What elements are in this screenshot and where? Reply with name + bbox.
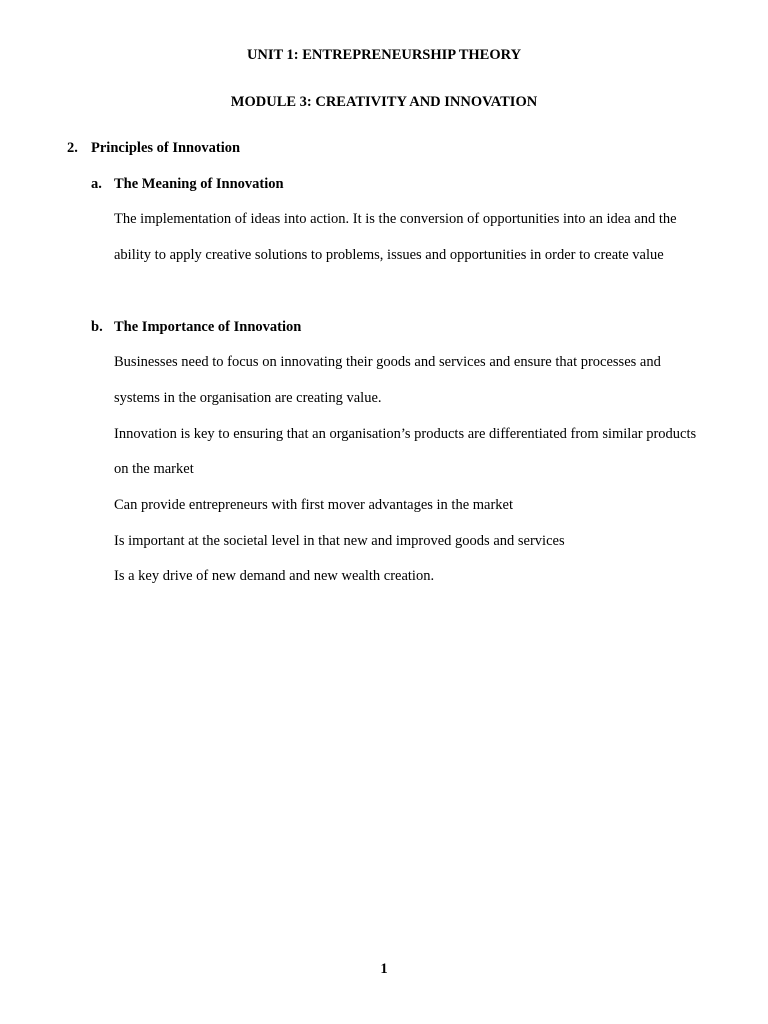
paragraph-line: Is important at the societal level in that new and improved goods and services (114, 533, 565, 549)
section-number: 2. (67, 140, 78, 156)
subsection-a-letter: a. (91, 176, 102, 192)
paragraph-line: Innovation is key to ensuring that an organisation’s products are differentiated from similar products (114, 426, 697, 442)
subsection-b-title: The Importance of Innovation (114, 319, 302, 335)
unit-title: UNIT 1: ENTREPRENEURSHIP THEORY (246, 47, 522, 63)
module-title: MODULE 3: CREATIVITY AND INNOVATION (230, 94, 538, 110)
subsection-b-letter: b. (91, 319, 103, 335)
paragraph-line: Businesses need to focus on innovating their goods and services and ensure that processes and (114, 354, 661, 370)
subsection-a-title: The Meaning of Innovation (114, 176, 284, 192)
page-number: 1 (380, 961, 388, 977)
paragraph-line: Can provide entrepreneurs with first mover advantages in the market (114, 497, 514, 513)
paragraph-line: The implementation of ideas into action. It is the conversion of opportunities into an idea and the (114, 211, 677, 227)
paragraph-line: Is a key drive of new demand and new wealth creation. (114, 568, 435, 584)
paragraph-line: systems in the organisation are creating value. (114, 390, 382, 406)
paragraph-line: on the market (114, 461, 194, 477)
section-title: Principles of Innovation (91, 140, 241, 156)
paragraph-line: ability to apply creative solutions to problems, issues and opportunities in order to create value (114, 247, 664, 263)
